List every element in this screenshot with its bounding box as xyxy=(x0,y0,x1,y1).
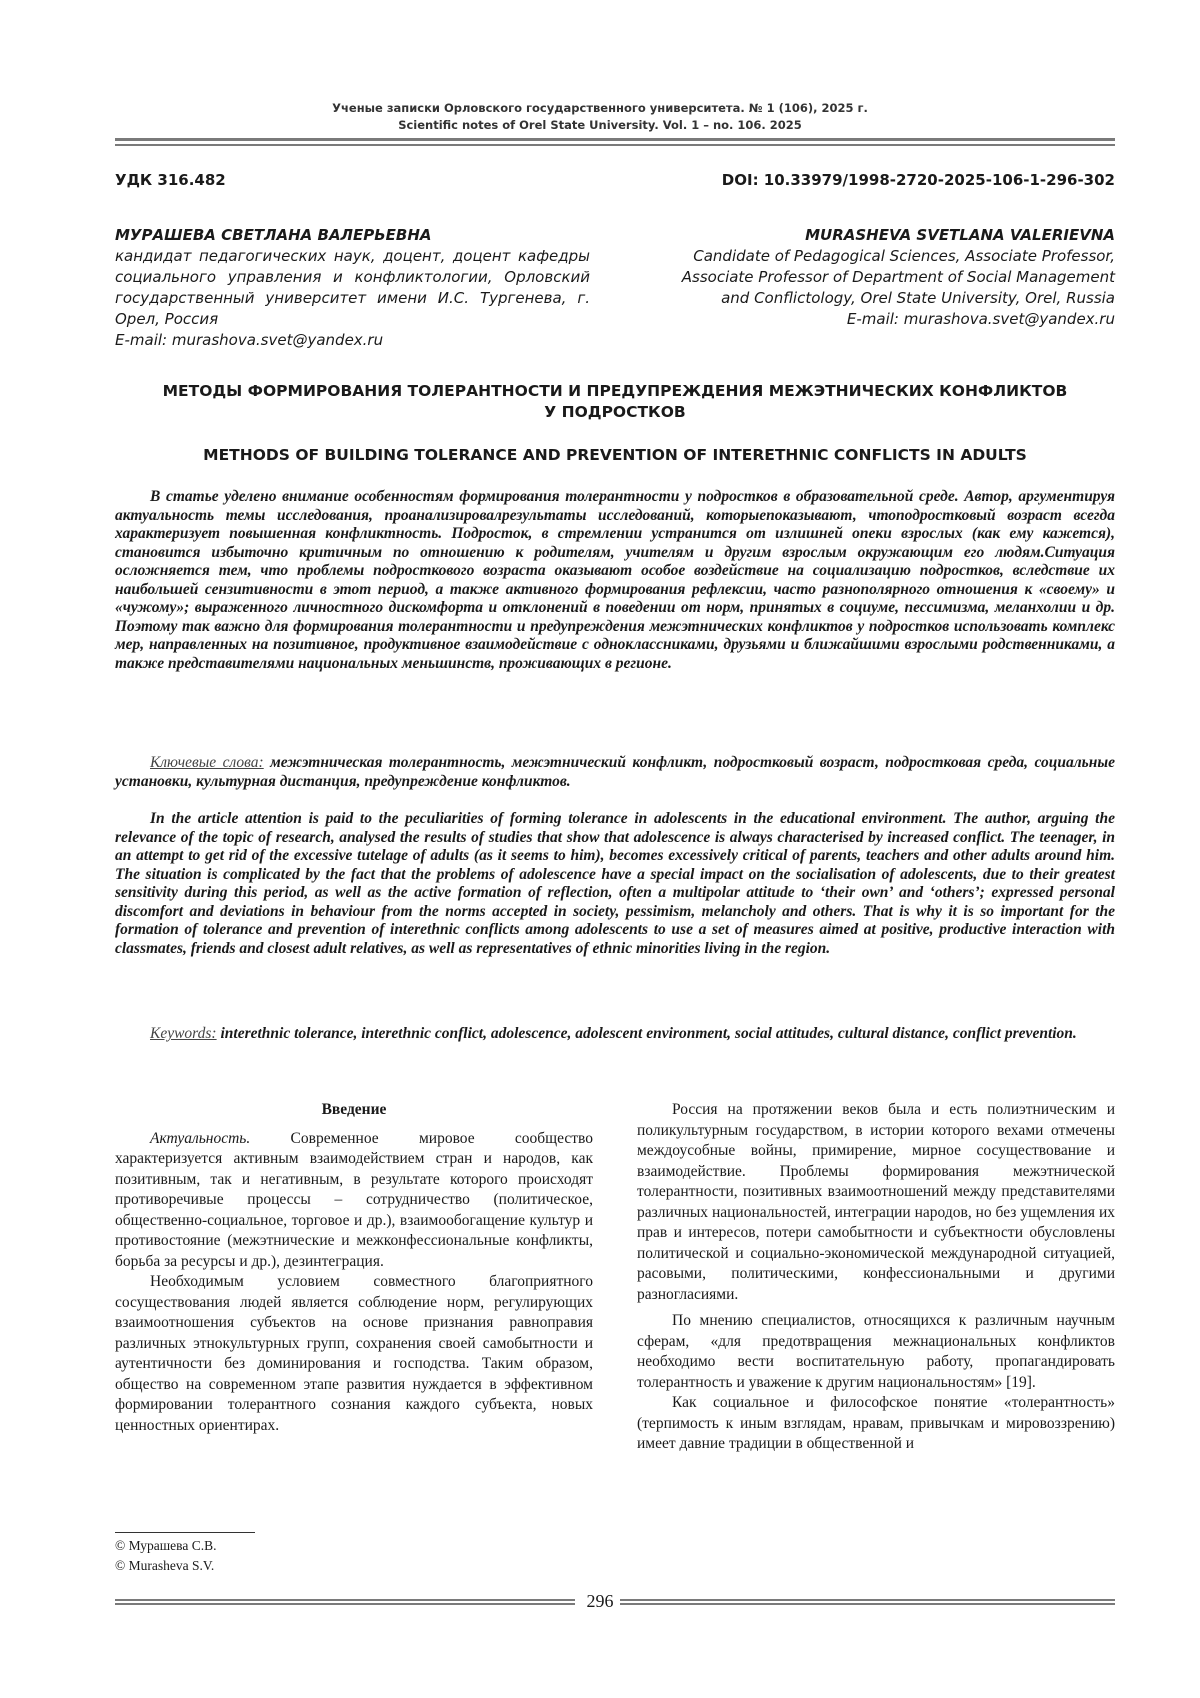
keywords-en xyxy=(115,1024,1115,1043)
body-column-right xyxy=(637,1100,1115,1455)
relevance-lead: Актуальность. xyxy=(150,1129,251,1147)
article-title-ru-line2: У ПОДРОСТКОВ xyxy=(544,403,686,421)
footnote-rule xyxy=(115,1532,255,1533)
doi: DOI: 10.33979/1998-2720-2025-106-1-296-302 xyxy=(721,171,1115,189)
body-column-left xyxy=(115,1100,593,1436)
intro-heading: Введение xyxy=(321,1101,387,1118)
author-email-ru: E-mail: murashova.svet@yandex.ru xyxy=(115,331,384,349)
article-title-en: METHODS OF BUILDING TOLERANCE AND PREVENTION OF INTERETHNIC CONFLICTS IN ADULTS xyxy=(203,446,1027,464)
journal-header-en: Scientific notes of Orel State University. Vol. 1 – no. 106. 2025 xyxy=(398,118,802,132)
page-number: 296 xyxy=(586,1591,614,1611)
author-name-en: MURASHEVA SVETLANA VALERIEVNA xyxy=(805,226,1115,244)
author-affiliation-ru: кандидат педагогических наук, доцент, доцент кафедры социального управления и конфликтологии, Орловский государственный университет имени И.С. Тургенева, г. Орел, Россия xyxy=(115,247,590,328)
article-title-ru xyxy=(115,381,1115,423)
author-affiliation-en-2: Associate Professor of Department of Social Management xyxy=(681,268,1115,286)
author-name-ru: МУРАШЕВА СВЕТЛАНА ВАЛЕРЬЕВНА xyxy=(115,226,432,244)
abstract-en: In the article attention is paid to the peculiarities of forming tolerance in adolescents in the educational environment. The author, arguing the relevance of the topic of research, analysed the results of studies that show that adolescence is always characterised by increased conflict. The teenager, in an attempt to get rid of the excessive tutelage of adults (as it seems to him), becomes excessively critical of parents, teachers and other adults around him. The situation is complicated by the fact that the problems of adolescence have a special impact on the socialisation of adolescents, due to their greatest sensitivity during this period, as well as the active formation of reflection, often a multipolar attitude to ‘their own’ and ‘others’; expressed personal discomfort and deviations in behaviour from the norms accepted in society, pessimism, melancholy and others. That is why it is so important for the formation of tolerance and prevention of interethnic conflicts among adolescents to use a set of measures aimed at positive, productive interaction with classmates, friends and closest adult relatives, as well as representatives of ethnic minorities living in the region. xyxy=(115,810,1115,957)
keywords-en-label: Keywords: xyxy=(150,1025,217,1042)
article-title-ru-line1: МЕТОДЫ ФОРМИРОВАНИЯ ТОЛЕРАНТНОСТИ И ПРЕДУПРЕЖДЕНИЯ МЕЖЭТНИЧЕСКИХ КОНФЛИКТОВ xyxy=(162,382,1068,400)
keywords-ru-values: межэтническая толерантность, межэтнический конфликт, подростковый возраст, подростковая среда, социальные установки, культурная дистанция, предупреждение конфликтов. xyxy=(115,754,1115,790)
author-email-en: E-mail: murashova.svet@yandex.ru xyxy=(846,310,1115,328)
left-paragraph-2: Необходимым условием совместного благоприятного сосуществования людей является соблюдение норм, регулирующих взаимоотношения субъектов на основе признания равноправия различных этнокультурных групп, сохранения своей самобытности и аутентичности без доминирования и господства. Таким образом, общество на современном этапе развития нуждается в эффективном формировании толерантного сознания каждого субъекта, новых ценностных ориентирах. xyxy=(115,1273,593,1434)
abstract-ru: В статье уделено внимание особенностям формирования толерантности у подростков в образовательной среде. Автор, аргументируя актуальность темы исследования, проанализировалрезультаты исследований, которыепоказывают, чтоподростковый возраст всегда характеризует повышенная конфликтность. Подросток, в стремлении устранится от излишней опеки взрослых (как ему кажется), становится избыточно критичным по отношению к родителям, учителям и другим взрослым окружающим его людям.Ситуация осложняется тем, что проблемы подросткового возраста оказывают особое воздействие на социализацию подростков, вследствие их наибольшей сензитивности в этот период, а также активного формирования рефлексии, часто разнополярного отношения к «своему» и «чужому»; выраженного личностного дискомфорта и отклонений в поведении от норм, принятых в социуме, пессимизма, меланхолии и др. Поэтому так важно для формирования толерантности и предупреждения межэтнических конфликтов у подростков использовать комплекс мер, направленных на позитивное, продуктивное взаимодействие с одноклассниками, друзьями и ближайшими взрослыми родственниками, а также представителями национальных меньшинств, проживающих в регионе. xyxy=(115,488,1115,672)
keywords-en-values: interethnic tolerance, interethnic conflict, adolescence, adolescent environment, social attitudes, cultural distance, conflict prevention. xyxy=(220,1025,1077,1042)
author-block-en xyxy=(630,225,1115,330)
copyright-ru: © Мурашева С.В. xyxy=(115,1538,217,1553)
udk-code: УДК 316.482 xyxy=(115,171,226,189)
author-block-ru xyxy=(115,225,590,351)
journal-header-ru: Ученые записки Орловского государственного университета. № 1 (106), 2025 г. xyxy=(332,101,868,115)
left-paragraph-1 xyxy=(115,1129,593,1273)
right-paragraph-1: Россия на протяжении веков была и есть полиэтническим и поликультурным государством, в истории которого вехами отмечены междоусобные войны, примирение, мирное сосуществование и взаимодействие. Проблемы формирования межэтнической толерантности, позитивных взаимоотношений между представителями различных национальностей, интеграции народов, но без ущемления их прав и интересов, потери самобытности и субъектности обусловлены политической и социально-экономической международной ситуацией, расовыми, политическими, конфессиональными и другими разногласиями. xyxy=(637,1101,1115,1303)
author-affiliation-en-1: Candidate of Pedagogical Sciences, Associate Professor, xyxy=(693,247,1115,265)
right-paragraph-2: По мнению специалистов, относящихся к различным научным сферам, «для предотвращения межнациональных конфликтов необходимо вести воспитательную работу, пропагандировать толерантность и уважение к другим национальностям» [19]. xyxy=(637,1312,1115,1391)
header-rule xyxy=(115,138,1115,149)
keywords-ru-label: Ключевые слова: xyxy=(150,754,264,771)
left-paragraph-1-text: Современное мировое сообщество характеризуется активным взаимодействием стран и народов, как позитивным, так и негативным, в результате которого происходят противоречивые процессы – сотрудничество (политическое, общественно-социальное, торговое и др.), взаимообогащение культур и противостояние (межэтнические и межконфессиональные конфликты, борьба за ресурсы и др.), дезинтеграция. xyxy=(115,1129,593,1270)
right-paragraph-3: Как социальное и философское понятие «толерантность» (терпимость к иным взглядам, нравам, привычкам и мировоззрению) имеет давние традиции в общественной и xyxy=(637,1394,1115,1452)
keywords-ru xyxy=(115,753,1115,791)
copyright-en: © Murasheva S.V. xyxy=(115,1558,215,1573)
author-affiliation-en-3: and Conflictology, Orel State University, Orel, Russia xyxy=(721,289,1115,307)
